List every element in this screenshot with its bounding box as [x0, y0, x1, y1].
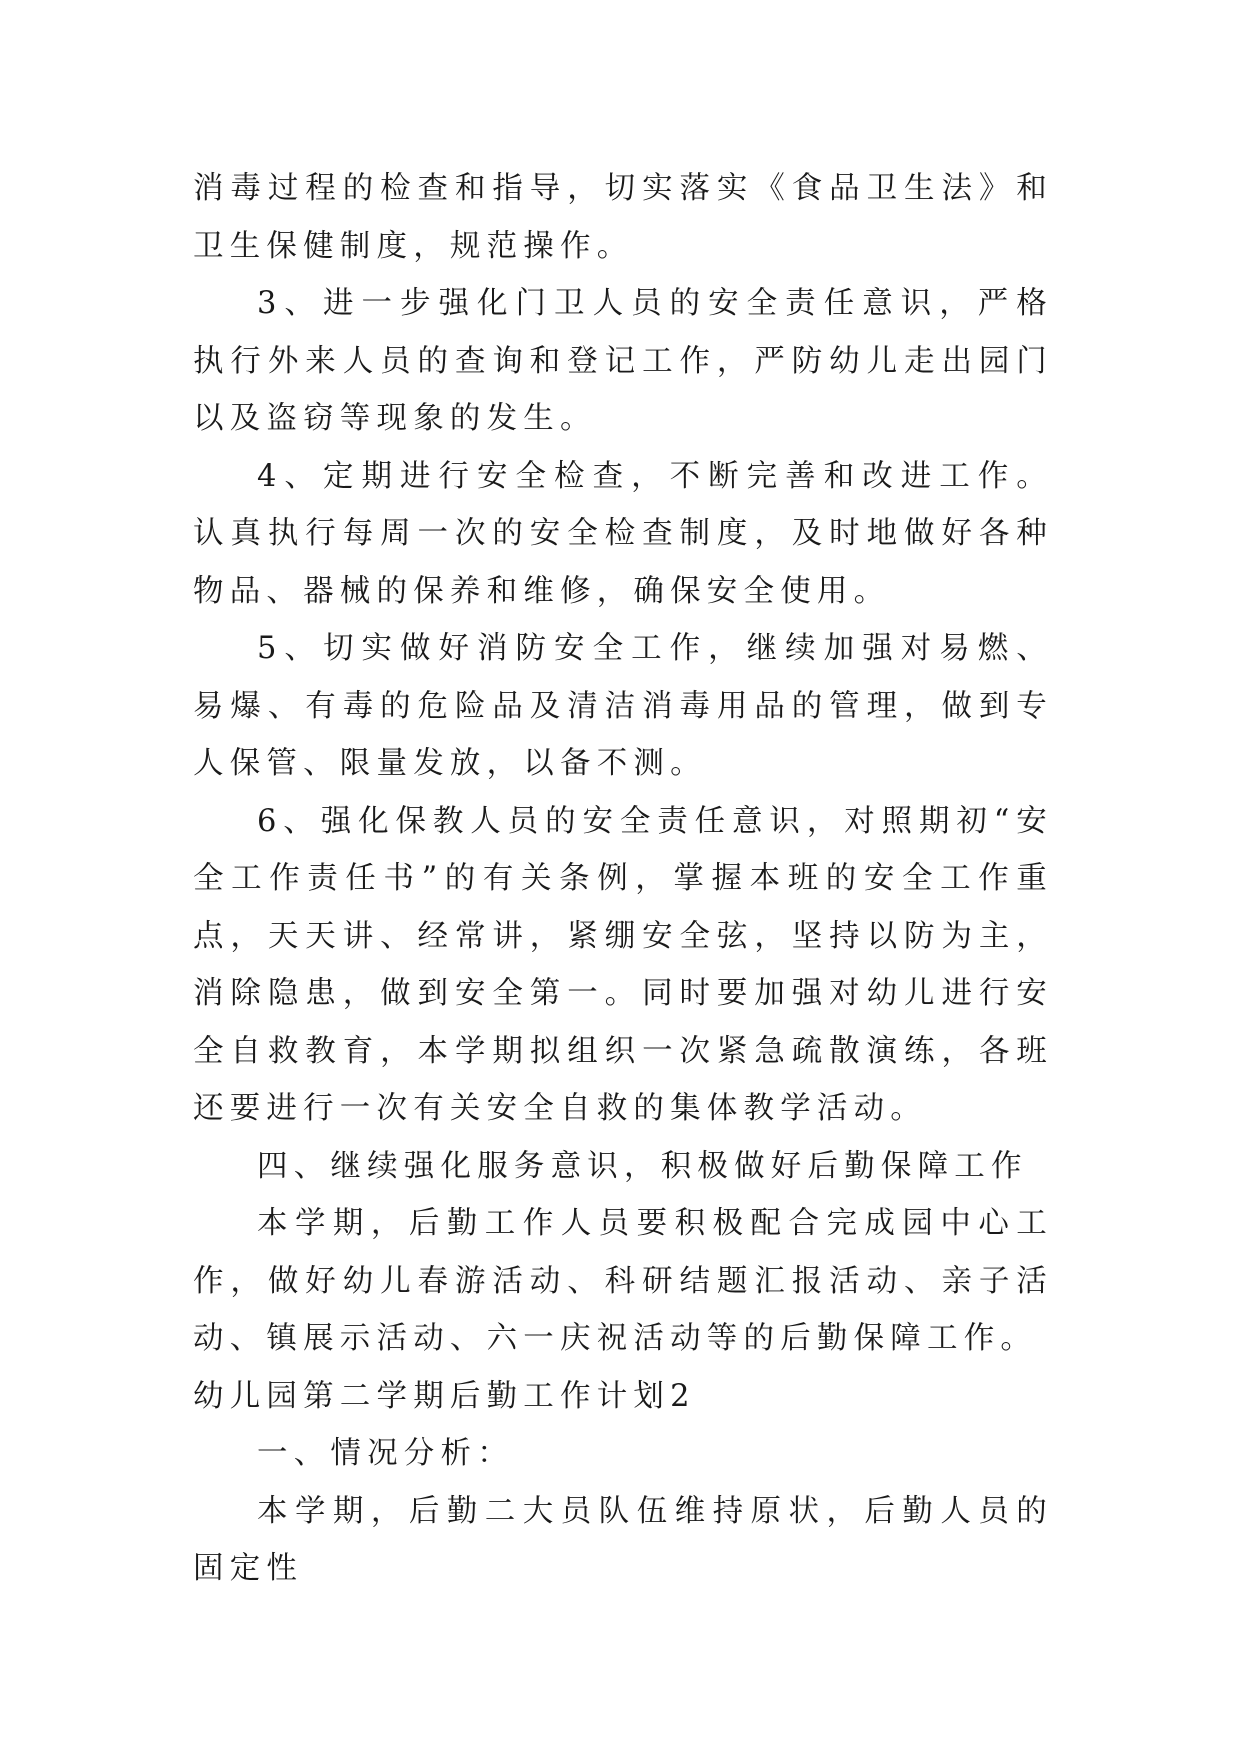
paragraph-item-3-gatekeeper: 3、进一步强化门卫人员的安全责任意识，严格执行外来人员的查询和登记工作，严防幼儿走出园门以及盗窃等现象的发生。: [193, 286, 1053, 436]
paragraph-item-6-staff-safety: 6、强化保教人员的安全责任意识，对照期初“安全工作责任书”的有关条例，掌握本班的安全工作重点，天天讲、经常讲，紧绷安全弦，坚持以防为主，消除隐患，做到安全第一。同时要加强对幼儿进行安全自救教育，本学期拟组织一次紧急疏散演练，各班还要进行一次有关安全自救的集体教学活动。: [193, 803, 1053, 1126]
paragraph-continued-disinfection: 消毒过程的检查和指导，切实落实《食品卫生法》和卫生保健制度，规范操作。: [193, 171, 1053, 264]
paragraph-item-4-safety-check: 4、定期进行安全检查，不断完善和改进工作。认真执行每周一次的安全检查制度，及时地做好各种物品、器械的保养和维修，确保安全使用。: [193, 458, 1053, 609]
document-body: [193, 160, 1053, 1598]
section-heading-1-analysis: 一、情况分析：: [257, 1436, 514, 1471]
document-title-plan-2: 幼儿园第二学期后勤工作计划2: [193, 1378, 696, 1414]
paragraph-item-5-fire-safety: 5、切实做好消防安全工作，继续加强对易燃、易爆、有毒的危险品及清洁消毒用品的管理，做到专人保管、限量发放，以备不测。: [193, 631, 1053, 781]
paragraph-analysis-start: 本学期，后勤二大员队伍维持原状，后勤人员的固定性: [193, 1493, 1053, 1586]
paragraph-logistics-support: 本学期，后勤工作人员要积极配合完成园中心工作，做好幼儿春游活动、科研结题汇报活动、亲子活动、镇展示活动、六一庆祝活动等的后勤保障工作。: [193, 1206, 1053, 1356]
section-heading-4-service: 四、继续强化服务意识，积极做好后勤保障工作: [257, 1148, 1028, 1184]
